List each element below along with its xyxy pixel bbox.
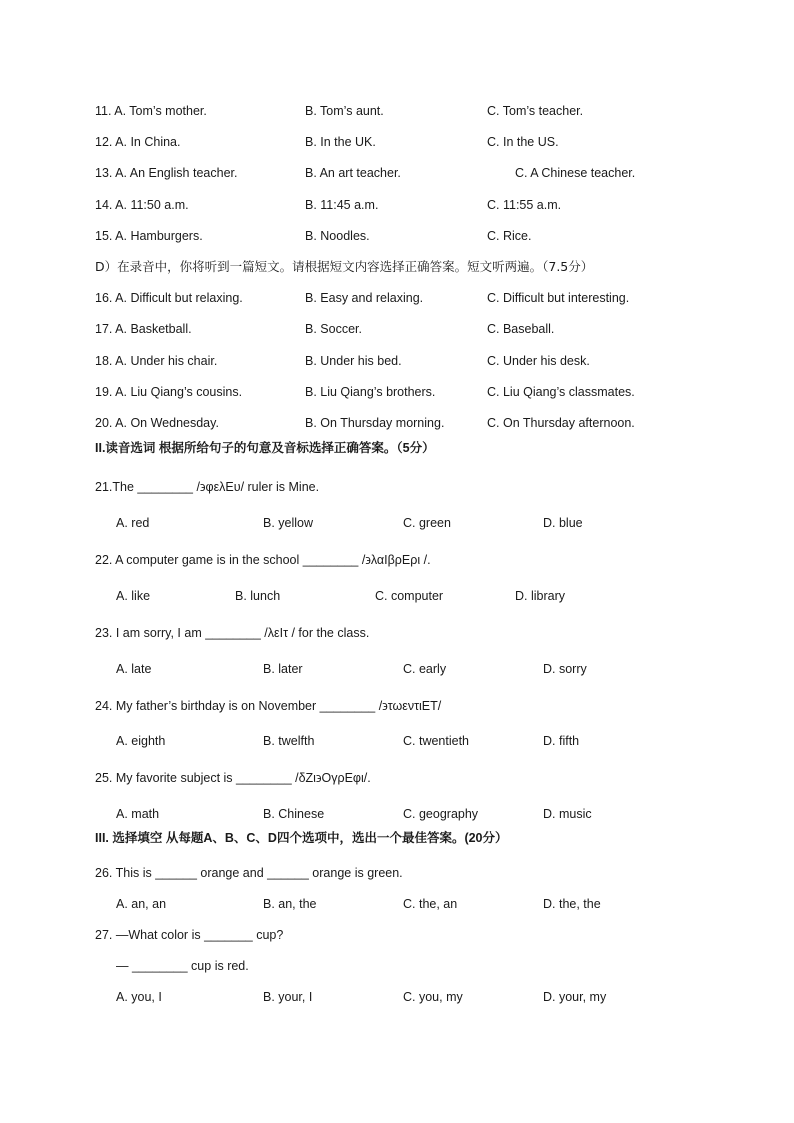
q12-option-c: C. In the US. bbox=[487, 135, 559, 149]
section-ii-title: II.读音选词 根据所给句子的句意及音标选择正确答案。（5分） bbox=[95, 441, 435, 455]
q16-option-c: C. Difficult but interesting. bbox=[487, 291, 630, 305]
q22-stem: 22. A computer game is in the school ________ /϶λαΙβρΕρι /. bbox=[95, 553, 431, 567]
q24-option-d: D. fifth bbox=[543, 734, 580, 748]
q24-option-c: C. twentieth bbox=[403, 734, 470, 748]
q14-option-a: 14. A. 11:50 a.m. bbox=[95, 198, 189, 212]
q27-option-c: C. you, my bbox=[403, 990, 463, 1004]
q18-option-b: B. Under his bed. bbox=[305, 354, 402, 368]
q25-option-b: B. Chinese bbox=[263, 807, 325, 821]
q23-stem: 23. I am sorry, I am ________ /λεΙτ / for the class. bbox=[95, 626, 370, 640]
q11-option-a: 11. A. Tom’s mother. bbox=[95, 104, 207, 118]
q25-stem: 25. My favorite subject is ________ /δΖι϶ΟγρΕφι/. bbox=[95, 771, 371, 785]
q22-option-b: B. lunch bbox=[235, 589, 281, 603]
q27-stem-reply: — ________ cup is red. bbox=[116, 959, 249, 973]
q16-option-b: B. Easy and relaxing. bbox=[305, 291, 424, 305]
q24-option-b: B. twelfth bbox=[263, 734, 315, 748]
q19-option-a: 19. A. Liu Qiang’s cousins. bbox=[95, 385, 243, 399]
q17-option-b: B. Soccer. bbox=[305, 322, 362, 336]
q23-option-a: A. late bbox=[116, 662, 152, 676]
q23-option-d: D. sorry bbox=[543, 662, 587, 676]
q20-option-a: 20. A. On Wednesday. bbox=[95, 416, 219, 430]
q22-option-c: C. computer bbox=[375, 589, 444, 603]
q20-option-c: C. On Thursday afternoon. bbox=[487, 416, 635, 430]
q22-option-a: A. like bbox=[116, 589, 151, 603]
q23-option-b: B. later bbox=[263, 662, 303, 676]
q13-option-b: B. An art teacher. bbox=[305, 166, 401, 180]
q26-stem: 26. This is ______ orange and ______ orange is green. bbox=[95, 866, 403, 880]
q24-stem: 24. My father’s birthday is on November ________ /϶τωεντιΕΤ/ bbox=[95, 699, 442, 713]
q25-option-d: D. music bbox=[543, 807, 592, 821]
q27-option-b: B. your, I bbox=[263, 990, 313, 1004]
q23-option-c: C. early bbox=[403, 662, 447, 676]
q20-option-b: B. On Thursday morning. bbox=[305, 416, 445, 430]
q26-option-a: A. an, an bbox=[116, 897, 167, 911]
q11-option-b: B. Tom’s aunt. bbox=[305, 104, 384, 118]
q21-option-a: A. red bbox=[116, 516, 150, 530]
q22-option-d: D. library bbox=[515, 589, 566, 603]
q26-option-b: B. an, the bbox=[263, 897, 317, 911]
q13-option-a: 13. A. An English teacher. bbox=[95, 166, 238, 180]
q14-option-c: C. 11:55 a.m. bbox=[487, 198, 562, 212]
q27-stem: 27. —What color is _______ cup? bbox=[95, 928, 284, 942]
q27-option-a: A. you, I bbox=[116, 990, 162, 1004]
q19-option-b: B. Liu Qiang’s brothers. bbox=[305, 385, 436, 399]
q19-option-c: C. Liu Qiang’s classmates. bbox=[487, 385, 635, 399]
q15-option-c: C. Rice. bbox=[487, 229, 532, 243]
q13-option-c: C. A Chinese teacher. bbox=[515, 166, 636, 180]
q15-option-b: B. Noodles. bbox=[305, 229, 370, 243]
q17-option-a: 17. A. Basketball. bbox=[95, 322, 192, 336]
q18-option-a: 18. A. Under his chair. bbox=[95, 354, 218, 368]
section-iii-title: III. 选择填空 从每题A、B、C、D四个选项中，选出一个最佳答案。(20分） bbox=[95, 831, 508, 845]
q12-option-a: 12. A. In China. bbox=[95, 135, 181, 149]
q21-option-b: B. yellow bbox=[263, 516, 314, 530]
q26-option-d: D. the, the bbox=[543, 897, 601, 911]
q18-option-c: C. Under his desk. bbox=[487, 354, 590, 368]
q15-option-a: 15. A. Hamburgers. bbox=[95, 229, 203, 243]
q26-option-c: C. the, an bbox=[403, 897, 458, 911]
q16-option-a: 16. A. Difficult but relaxing. bbox=[95, 291, 243, 305]
q25-option-a: A. math bbox=[116, 807, 160, 821]
q24-option-a: A. eighth bbox=[116, 734, 166, 748]
q21-option-c: C. green bbox=[403, 516, 451, 530]
q21-stem: 21.The ________ /϶φελΕυ/ ruler is Mine. bbox=[95, 480, 320, 494]
section-d-title: D）在录音中，你将听到一篇短文。请根据短文内容选择正确答案。短文听两遍。（7.5分） bbox=[95, 259, 594, 274]
q27-option-d: D. your, my bbox=[543, 990, 607, 1004]
q12-option-b: B. In the UK. bbox=[305, 135, 376, 149]
q17-option-c: C. Baseball. bbox=[487, 322, 555, 336]
q25-option-c: C. geography bbox=[403, 807, 479, 821]
q14-option-b: B. 11:45 a.m. bbox=[305, 198, 379, 212]
q21-option-d: D. blue bbox=[543, 516, 583, 530]
q11-option-c: C. Tom’s teacher. bbox=[487, 104, 584, 118]
